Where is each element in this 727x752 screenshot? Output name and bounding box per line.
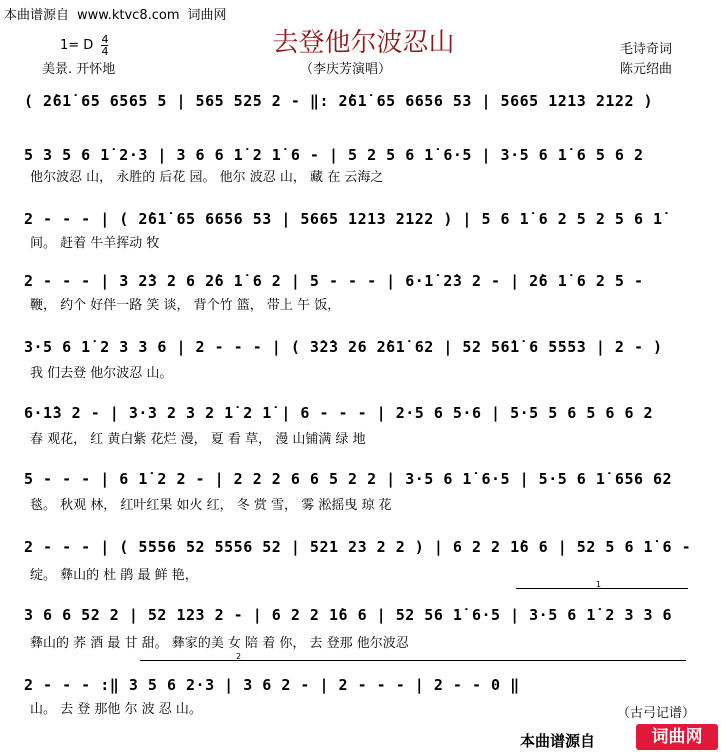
notation-line: 2 - - - | ( 2̇61̇ 65 6656 53 | 5665 1213 2122 ) | 5 6 1̇ 6 2 5 2 5 6 1̇ [24, 210, 663, 228]
tempo-mood: 美景. 开怀地 [42, 62, 116, 77]
lyric-line: 彝山的 荞 酒 最 甘 甜。 彝家的美 女 陪 着 你， 去 登那 他尔波忍 [30, 636, 409, 651]
notation-line: 3·5 6 1̇ 2 3 3 6 | 2 - - - | ( 3̇2̇3 26 2̇61̇ 62 | 52 56̇1̇ 6 5553 | 2 - ) [24, 338, 663, 356]
notation-line: 2 - - - | 3 2̇3 2 6 2̇6 1̇ 6 2 | 5 - - - | 6·1̇ 2̇3 2 - | 2̇6 1̇ 6 2 5 - [24, 272, 644, 290]
song-title: 去登他尔波忍山 [272, 28, 455, 58]
top-watermark [4, 4, 227, 23]
volta-1-bracket [516, 580, 688, 589]
volta-2-bracket [140, 652, 686, 661]
key-label: 1= D [60, 38, 94, 53]
notation-line: 3 6 6 52 2 | 52 123 2 - | 6 2 2 1̇6 6 | 52 56 1̇ 6·5 | 3·5 6 1̇ 2 3 3 6 [24, 606, 673, 624]
notation-line: 5 - - - | 6 1̇ 2 2 - | 2 2 2 6 6 5 2 2 | 3·5 6 1̇ 6·5 | 5·5 6 1̇ 656 62 [24, 470, 673, 488]
notation-line: ( 2̇61̇ 65 6565 5 | 565 525 2 - ‖: 2̇61̇ 65 6656 53 | 5665 1213 2122 ) [24, 92, 654, 110]
lyric-line: 春 观花， 红 黄白紫 花烂 漫， 夏 看 草， 漫 山铺满 绿 地 [30, 432, 366, 447]
watermark-url[interactable]: www.ktvc8.com [77, 8, 180, 23]
lyric-line: 他尔波忍 山， 永胜的 后花 园。 他尔 波忍 山， 藏 在 云海之 [30, 170, 384, 185]
notation-line: 2 - - - | ( 5556 52 5556 52 | 521 23 2 2 ) | 6 2 2 1̇6 6 | 52 5 6 1̇ 6 - [24, 538, 692, 556]
site-logo[interactable]: 词曲网 [636, 724, 718, 750]
meter-top: 4 [101, 33, 109, 46]
lyric-line: 毯。 秋观 林， 红叶红果 如火 红， 冬 赏 雪， 雾 淞摇曳 琼 花 [30, 498, 392, 513]
volta-1-label: 1 [596, 580, 602, 589]
lyric-line: 间。 赶着 牛羊挥动 牧 [30, 236, 160, 251]
lyric-line: 鞭， 约个 好伴一路 笑 谈， 背个竹 篮， 带上 午 饭， [30, 298, 341, 313]
notation-line: 5 3 5 6 1̇ 2·3 | 3 6 6 1̇ 2 1̇ 6 - | 5 2 5 6 1̇ 6·5 | 3·5 6 1̇ 6 5 6 2 [24, 146, 644, 164]
lyricist-credit: 毛诗奇词 [620, 42, 673, 57]
lyric-line: 我 们去登 他尔波忍 山。 [30, 366, 173, 381]
bottom-watermark: 本曲谱源自 [520, 732, 596, 750]
meter-bottom: 4 [101, 45, 109, 58]
recorder-credit: （古弓记谱） [616, 706, 695, 721]
lyric-line: 山。 去 登 那他 尔 波 忍 山。 [30, 702, 202, 717]
watermark-site: 词曲网 [187, 8, 227, 23]
notation-line: 2 - - - :‖ 3 5 6 2·3 | 3 6 2 - | 2 - - - | 2 - - 0 ‖ [24, 676, 520, 694]
singer-credit: （李庆芳演唱） [300, 62, 392, 77]
notation-line: 6·1̇3 2 - | 3·3 2 3 2 1̇ 2 1̇ | 6 - - - | 2·5 6 5·6 | 5·5 5 6 5 6 6 2 [24, 404, 654, 422]
composer-credit: 陈元绍曲 [620, 62, 673, 77]
volta-2-label: 2 [236, 652, 242, 661]
watermark-source: 本曲谱源自 [4, 8, 70, 23]
lyric-line: 绽。 彝山的 杜 鹃 最 鲜 艳， [30, 568, 198, 583]
